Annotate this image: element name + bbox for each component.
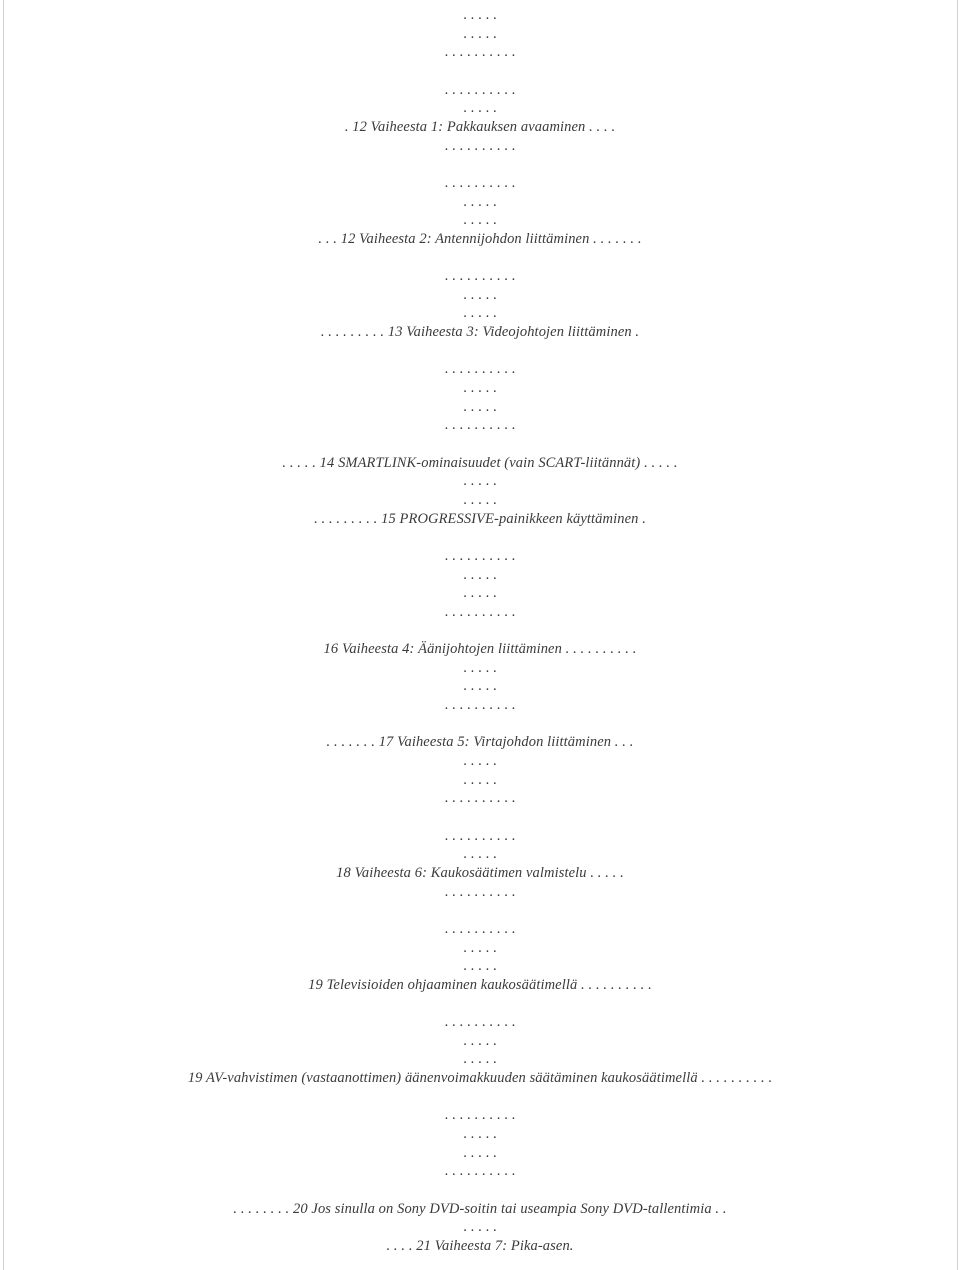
toc-entry: . 12 Vaiheesta 1: Pakkauksen avaaminen . . . . (344, 118, 616, 135)
toc-leader-dots: . . . . . . . . . . (444, 44, 516, 61)
toc-leader-dots: . . . . . . . . . . (444, 920, 516, 937)
toc-leader-dots: . . . . . (463, 305, 497, 322)
toc-leader-dots: . . . . . (463, 678, 497, 695)
toc-leader-dots: . . . . . (463, 1144, 497, 1161)
toc-spacer (0, 621, 960, 639)
toc-leader-dots: . . . . . (463, 659, 497, 676)
toc-leader-dots: . . . . . (463, 1126, 497, 1142)
toc-spacer (0, 342, 960, 360)
toc-entry: . . . 12 Vaiheesta 2: Antennijohdon liittäminen . . . . . . . (318, 230, 642, 247)
toc-entry: . . . . . . . . . 13 Vaiheesta 3: Videojohtojen liittäminen . (320, 324, 640, 341)
toc-leader-dots: . . . . . . . . . . (444, 1107, 516, 1124)
toc-spacer (0, 808, 960, 826)
toc-leader-dots: . . . . . (463, 566, 497, 583)
toc-spacer (0, 528, 960, 546)
toc-spacer (0, 994, 960, 1012)
toc-leader-dots: . . . . . (463, 193, 497, 210)
toc-leader-dots: . . . . . . . . . . (444, 417, 516, 434)
toc-leader-dots: . . . . . (463, 473, 497, 490)
toc-entry: . . . . . . . . . 15 PROGRESSIVE-painikkeen käyttäminen . (314, 510, 646, 527)
toc-entry: . . . . . 14 SMARTLINK-ominaisuudet (vain SCART-liitännät) . . . . . (282, 454, 678, 471)
toc-leader-dots: . . . . . (463, 958, 497, 975)
toc-leader-dots: . . . . . . . . . . (444, 883, 516, 900)
toc-leader-dots: . . . . . (463, 1032, 497, 1049)
toc-leader-dots: . . . . . . . . . . (444, 361, 516, 378)
toc-leader-dots: . . . . . (463, 1219, 497, 1236)
toc-entry: . . . . 21 Vaiheesta 7: Pika-asen. (386, 1237, 574, 1254)
toc-entry: 19 Televisioiden ohjaaminen kaukosäätimellä . . . . . . . . . . (308, 976, 652, 993)
toc-leader-dots: . . . . . (463, 939, 497, 956)
toc-leader-dots: . . . . . . . . . . (444, 603, 516, 620)
toc-leader-dots: . . . . . . . . . . (444, 547, 516, 564)
toc-leader-dots: . . . . . (463, 212, 497, 229)
toc-leader-dots: . . . . . (463, 100, 497, 117)
toc-leader-dots: . . . . . . . . . . (444, 697, 516, 714)
toc-spacer (0, 155, 960, 173)
toc-leader-dots: . . . . . . . . . . (444, 790, 516, 807)
toc-leader-dots: . . . . . . . . . . (444, 827, 516, 844)
toc-entry: . . . . . . . 17 Vaiheesta 5: Virtajohdon liittäminen . . . (326, 734, 634, 751)
toc-leader-dots: . . . . . (463, 1051, 497, 1068)
toc-leader-dots: . . . . . . . . . . (444, 137, 516, 154)
toc-leader-dots: . . . . . . . . . . (444, 81, 516, 98)
toc-leader-dots: . . . . . (463, 771, 497, 788)
toc-spacer (0, 1088, 960, 1106)
toc-spacer (0, 248, 960, 266)
toc-spacer (0, 62, 960, 80)
toc-leader-dots: . . . . . (463, 286, 497, 303)
toc-leader-dots: . . . . . (463, 398, 497, 415)
toc-spacer (0, 1181, 960, 1199)
toc-entry: 19 AV-vahvistimen (vastaanottimen) äänenvoimakkuuden säätäminen kaukosäätimellä . . . . . . . . . . (187, 1070, 773, 1087)
toc-leader-dots: . . . . . (463, 585, 497, 602)
toc-entry: 18 Vaiheesta 6: Kaukosäätimen valmistelu . . . . . (336, 864, 624, 881)
toc-leader-dots: . . . . . (463, 380, 497, 396)
toc-spacer (0, 435, 960, 453)
toc-spacer (0, 901, 960, 919)
toc-spacer (0, 715, 960, 733)
toc-entry: 16 Vaiheesta 4: Äänijohtojen liittäminen . . . . . . . . . . (323, 641, 637, 658)
toc-leader-dots: . . . . . (463, 25, 497, 42)
toc-leader-dots: . . . . . . . . . . (444, 1014, 516, 1031)
toc-leader-dots: . . . . . . . . . . (444, 268, 516, 285)
toc-leader-dots: . . . . . (463, 491, 497, 508)
toc-leader-dots: . . . . . (463, 753, 497, 769)
toc-leader-dots: . . . . . . . . . . (444, 1163, 516, 1180)
toc-leader-dots: . . . . . . . . . . (444, 174, 516, 191)
toc-entry: . . . . . . . . 20 Jos sinulla on Sony DVD-soitin tai useampia Sony DVD-tallentimia . . (233, 1200, 727, 1217)
toc-leader-dots: . . . . . (463, 846, 497, 863)
toc-leader-dots: . . . . . (463, 7, 497, 23)
